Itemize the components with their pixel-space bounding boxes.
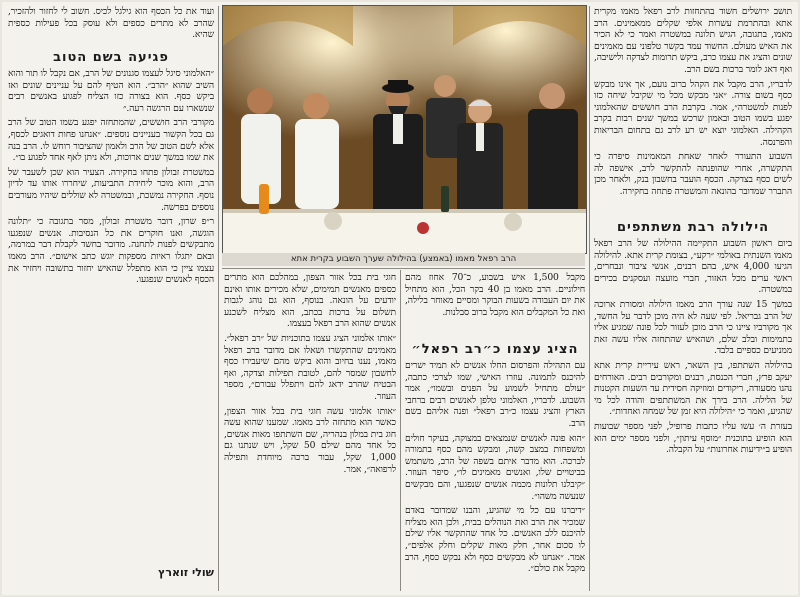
paragraph: השבוע התעורר לאחר שאחת המאמינות סיפרה כי התקשרה, אחרי שהופנתה להתקשר לרב, אישפה לה לשים כסף בצדקה. הכסף הועבר בחשבון בנק, ולאחר מכן התברר שמדובר בהונאה והמשטרה פתחה בחקירה. — [594, 151, 792, 197]
paragraph: לדבריו, הרב מקבל את הקהל ברוב נועם, אך אינו מבקש כסף בשום צורה. ״אני מבקש מכל מי שקיבל שיחה כזו לפנות למשטרה״, אמר. בקרבת הרב חוששים שהאלמוני יפגע בשמו הטוב ובאמון שרכש במשך שנים רבות בקרב הקהילה. האלמוני יוצא יש רע לרב גם בתחום הבריאות והפרנסה. — [594, 78, 792, 148]
section-rule — [222, 268, 585, 269]
article-column-left — [8, 68, 214, 562]
photo-caption: הרב רפאל מאמו (באמצע) בהילולה שערך השבוע בקרית אתא — [222, 253, 585, 266]
paragraph: במשטרת זבולון פתחו בחקירה. הצעיר הוא שכן לשעבר של הרב, והוא מוכר ליחידת התביעות, שיחררו אותו עד לדיון נוסף. החקירה נמשכת, ובמשטרה לא שוללים שיהיו מעורבים נוספים בפרשה. — [8, 166, 214, 213]
subheading-rav-rafael: הציג עצמו כ״רב רפאל״ — [411, 342, 579, 357]
article-column-mid-right-top — [405, 272, 585, 334]
paragraph: ״אותו אלמוני עשה חוגי בית בכל אזור הצפון, כאשר הוא מתחזה לרב מאמו. שמענו שהוא עשה חוג בית במלון בנהריה, שם השתתפו מאות אנשים, כל אחד מהם שילם 50 שקל, ויש שנתנו גם 1,000 שקל, עבור ברכה מיוחדת ותפילה לרפואה״, אמר. — [224, 405, 396, 475]
column-divider — [400, 270, 401, 591]
paragraph: מקבל 1,500 איש בשבוע, כ־70 אחוז מהם חילוניים. הרב מאמו בן 40 בקר הכל, הוא מתחיל את יום העבודה בשעות הבוקר ומסיים מאוחר בלילה, ואת כל המקבלים הוא מקבל ברוב סבלנות. — [405, 272, 585, 318]
subheading-hillula: הילולה רבת משתתפים — [616, 220, 770, 235]
paragraph: ״אותו אלמוני הציג עצמו בתוכניות של ״רב רפאל״. מאמינים שהתקשרו ושאלו אם מדובר ברב רפאל מאמו, נענו בחיוב והוא ביקש מהם שיעבירו כסף לחשבון שמסר להם, לטובת תפילות וצדקה, ואף הבטיח שהרב ידאג להם ויתפלל עבורם״, מספר העוזר. — [224, 332, 396, 402]
paragraph: במשך 15 שנה עורך הרב מאמו הילולה ומסורת ארוכה של הרב גבריאל. לפי שעה לא היה מוכן לדבר על החשד, אך מקורביו ציינו כי הרב מוכן לעזור לכל פונה שמגיע אליו בתמימות ובלב שלם, ושהאיש שהתחזה אליו עשה זאת ממניעים כספיים בלבד. — [594, 298, 792, 357]
paragraph: בהילולה השתתפו, בין השאר, ראש עיריית קרית אתא יעקב פרץ, חברי הכנסת, רבנים ומקורבים רבים. האורחים נהנו מסעודה, ריקודים ומוזיקה חסידית עד השעות הקטנות של הלילה. הרב בירך את המשתתפים והודה לכל מי שהגיע, ואמר כי ״הילולה היא זמן של שמחה ואחדות״. — [594, 359, 792, 418]
column-divider — [589, 6, 590, 591]
article-column-mid-right — [405, 360, 585, 590]
paragraph: עם התהילה והפרסום החלו אנשים לא תמיד ישרים להיכנס לתמונה. עוזרו האישי, שמו לצרכי כתבה, ״עולם מתחיל לשמוע על הפנים ובשמו״, אמר השבוע. לדבריו, האלמוני טלפן לאנשים רבים ברחבי הארץ והציג עצמו כ״רב רפאל״ ופנה אליהם בשם הרב. — [405, 360, 585, 429]
paragraph: ״האלמוני סיגל לעצמו סגנונים של הרב, אם נקבל לו תור והוא השיב שהוא ״הרב״. הוא הטיף להם על עניינים שונים ואז ביקש כסף. הוא בצורה כזו הצליח לפגוע באנשים רבים שנשארו עם הרגשה רעה.״ — [8, 68, 214, 114]
paragraph: חוגי בית בכל אזור הצפון, במהלכם הוא מתרים כספים מאנשים תמימים, שלא מכירים אותו ואינם יודעים על הונאה. בנוסף, הוא גם נוהג לגבות תשלום על ברכות בכתב, הוא מצליח לשכנע אנשים שהוא הרב רפאל בעצמו. — [224, 272, 396, 330]
author-byline: שולי זוארץ — [158, 566, 214, 579]
article-column-left-top — [8, 6, 214, 42]
paragraph: ר״פ שרון, דובר משטרת זבולון, מסר בתגובה כי ״תלונה הוגשה, ואנו חוקרים את כל הנסיבות. אנשים שנפגעו מתבקשים לפנות לתחנה. מדובר בחשד לקבלת דבר במרמה, ובאם יתגלו ראיות מספקות יוגש כתב אישום״. הרב מאמו עצמו ציין כי הוא מתפלל שהאיש יחזור בתשובה ויחזיר את הכסף לאנשים שנפגעו. — [8, 216, 214, 286]
paragraph: מקורבי הרב חוששים, שהמתחזה יפגע בשמו הטוב של הרב גם בכל הקשור בעניינים נוספים. ״אנחנו פחות דואגים לכסף, אלא לשם הטוב של הרב ולאמון שהציבור רוחש לו. הרב בנה את שמו במשך שנים ארוכות, ולא ניתן לאף אחד לפגוע בו״. — [8, 117, 214, 164]
article-column-right-bottom — [594, 238, 792, 590]
article-column-right-top — [594, 6, 792, 212]
paragraph: ביום ראשון השבוע התקיימה ההילולה של הרב רפאל מאמו השנתית באולמי ״רקע״, בצומת קרית אתא. להילולה הגיעו 4,000 איש, בהם רבנים, אנשי ציבור ונבחרים, ראשי ערים מכל האזור, חברי מועצה ועסקנים בכירים במשטרה. — [594, 238, 792, 296]
paragraph: ״הוא פונה לאנשים שנמצאים במצוקה, בעיקר חולים ומשפחות במצב קשה, ומבקש מהם כסף בתמורה לברכה. הוא מדבר איתם בשפה של הרב, משתמש בביטויים שלו, ואנשים מאמינים לו״, סיפר העוזר. ״קיבלנו תלונות מכמה אנשים שנפגעו, והם מבקשים שנעשה משהו״. — [405, 432, 585, 502]
subheading-good-name: פגיעה בשם הטוב — [53, 50, 169, 65]
column-divider — [218, 6, 219, 591]
paragraph: בעזרת ה׳ עשו עליו כתבות פרופיל, לפני מספר שבועות הוא הופיע בתוכנית ״מוסף עיתון״, ולפני מספר ימים הוא הופיע ב״ידיעות אחרונות״ על הקבלה. — [594, 420, 792, 456]
paragraph: תושב ירושלים חשוד בהתחזות לרב רפאל מאמו מקרית אתא ובהתרמת עשרות אלפי שקלים ממאמינים. הרב מאמו, בתגובה, הגיש תלונה במשטרה ואמר כי לא הכיר את האיש מעולם. החשוד עמד בקשר טלפוני עם מאמינים שונים והציג את עצמו כרב, ביקש תרומות לצדקה ולישיבה, ואף דאג לומר ברכות בשם הרב. — [594, 6, 792, 75]
paragraph: ״דיברנו עם כל מי שהגיע, והבנו שמדובר באדם שמכיר את הרב ואת הנוהלים בבית, ולכן הוא מצליח להיכנס ללב האנשים. כל אחד שהתקשר אליו שילם לו סכום אחר, חלק מאות שקלים וחלק אלפים״, אמר. ״אנחנו לא מבקשים כסף ולא נבקש כסף, הרב מקבל את כולם״. — [405, 505, 585, 575]
paragraph: ועוד את כל הכסף הוא גילגל לכיס. חשוב לי לחזור ולהזכיר, שהרב לא מתרים כספים ולא עוסק בכל פעילות כספית שהיא. — [8, 6, 214, 41]
event-photo-illustration — [223, 6, 586, 253]
article-column-mid-left — [224, 272, 396, 590]
event-photo — [222, 5, 587, 254]
